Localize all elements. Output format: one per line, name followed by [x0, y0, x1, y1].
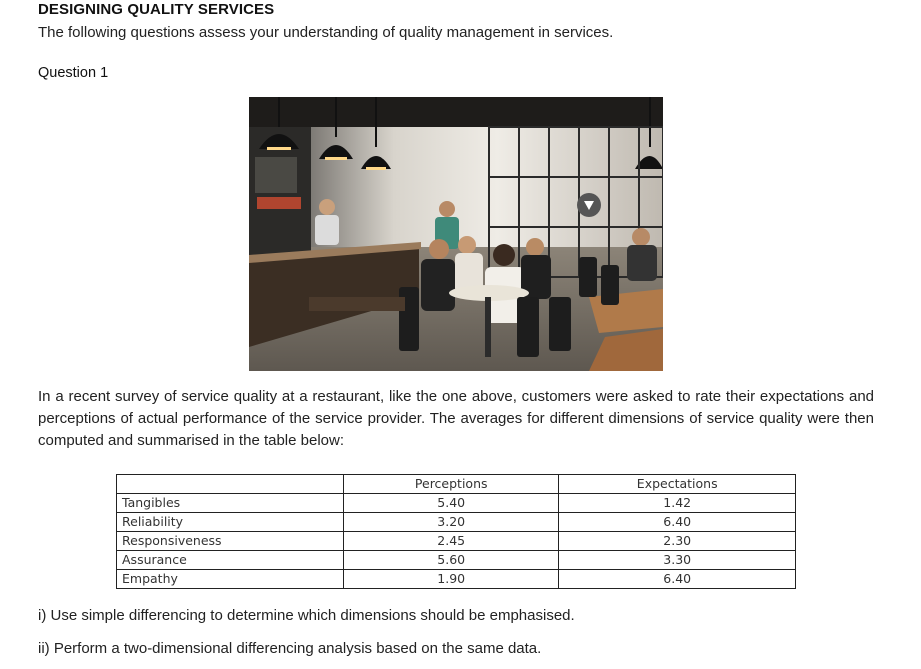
question-label: Question 1: [38, 65, 109, 81]
perceptions-cell: 1.90: [344, 570, 559, 589]
perceptions-cell: 3.20: [344, 513, 559, 532]
table-header-row: [117, 475, 796, 494]
service-quality-table: [116, 474, 796, 589]
dimension-cell: Responsiveness: [117, 532, 344, 551]
restaurant-photo-icon: [249, 97, 663, 371]
perceptions-cell: 5.60: [344, 551, 559, 570]
dimension-cell: Reliability: [117, 513, 344, 532]
task-ii: ii) Perform a two-dimensional differencing analysis based on the same data.: [38, 640, 542, 657]
table-row: [117, 532, 796, 551]
page-title: DESIGNING QUALITY SERVICES: [38, 1, 275, 18]
intro-text: The following questions assess your understanding of quality management in services.: [38, 24, 614, 41]
task-i: i) Use simple differencing to determine which dimensions should be emphasised.: [38, 607, 575, 624]
restaurant-photo: [249, 97, 663, 371]
dimension-cell: Assurance: [117, 551, 344, 570]
header-perceptions: Perceptions: [344, 475, 559, 494]
table-row: [117, 494, 796, 513]
expectations-cell: 6.40: [559, 513, 796, 532]
table-row: [117, 551, 796, 570]
perceptions-cell: 5.40: [344, 494, 559, 513]
dimension-cell: Tangibles: [117, 494, 344, 513]
expectations-cell: 6.40: [559, 570, 796, 589]
dimension-cell: Empathy: [117, 570, 344, 589]
survey-paragraph: In a recent survey of service quality at a restaurant, like the one above, customers were asked to rate their expectations and perceptions of actual performance of the service provider. The averages for different dimensions of service quality were then computed and summarised in the table below:: [38, 388, 874, 449]
table-row: [117, 570, 796, 589]
expectations-cell: 1.42: [559, 494, 796, 513]
perceptions-cell: 2.45: [344, 532, 559, 551]
expectations-cell: 2.30: [559, 532, 796, 551]
header-dimension: [117, 475, 344, 494]
header-expectations: Expectations: [559, 475, 796, 494]
table-row: [117, 513, 796, 532]
expectations-cell: 3.30: [559, 551, 796, 570]
